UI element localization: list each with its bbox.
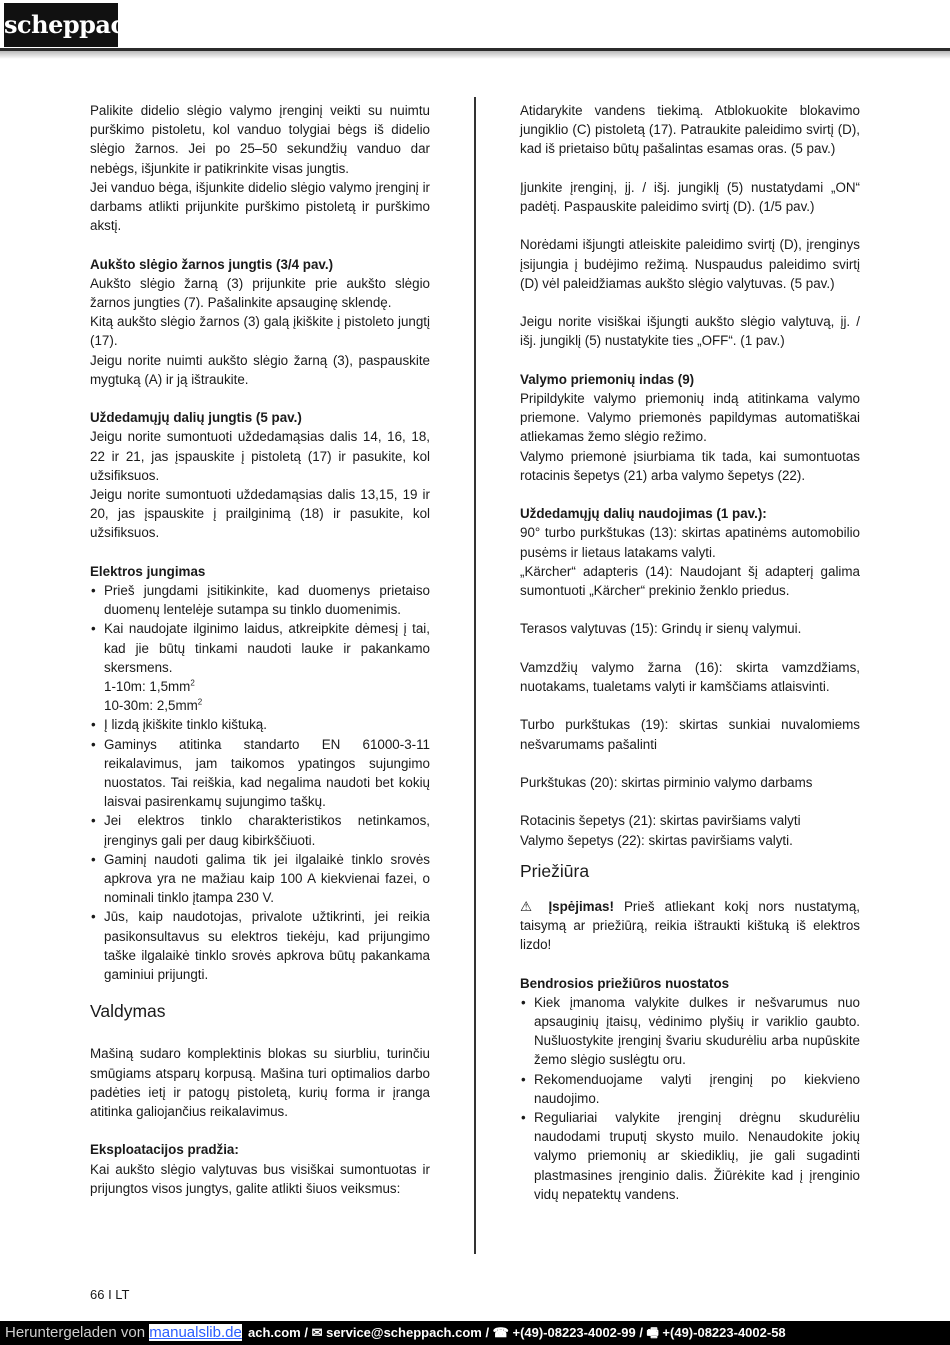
footer-bar <box>0 1321 950 1345</box>
section-heading-start: Eksploatacijos pradžia: <box>90 1142 239 1158</box>
section-heading-general: Bendrosios priežiūros nuostatos <box>520 975 730 991</box>
scheppach-logo: scheppach <box>4 3 118 47</box>
section-heading-use: Uždedamųjų dalių naudojimas (1 pav.): <box>520 506 767 522</box>
warning-icon: ⚠ <box>520 898 539 914</box>
column-divider <box>474 97 476 1254</box>
left-column <box>90 101 430 1198</box>
list-item: • Reguliariai valykite įrenginį drėgnu skudurėliu naudodami truputį skysto muilo. Nenaudokite jokių valymo priemonių ar skiediklių, jie gali sugadinti plastmasines įrenginio dalis. Žiūrėkite kad į įrenginio vidų nepatektų vandens. <box>520 1108 860 1204</box>
paragraph: Vamzdžių valymo žarna (16): skirta vamzdžiams, nuotakams, tualetams valyti ir kamščiams atlaisvinti. <box>520 659 860 694</box>
paragraph: Mašiną sudaro komplektinis blokas su siurbliu, turinčiu smūgiams atsparų korpusą. Mašina turi optimalios darbo padėties ietį ir patogų pistoletą, kurių forma ir įranga atitinka galiojančius reikalavimus. <box>90 1046 430 1119</box>
cable-spec-1: 1-10m: $1,5mm^2$ <box>104 678 195 695</box>
list-item: • Rekomenduojame valyti įrenginį po kiekvieno naudojimo. <box>520 1070 860 1108</box>
list-item: • Jei elektros tinklo charakteristikos netinkamos, įrenginys gali per daug kibirkščiuoti. <box>90 811 430 849</box>
list-item: • Jūs, kaip naudotojas, privalote užtikrinti, jei reikia pasikonsultavus su elektros tiekėju, kad prijungimo taške ilgalaikė tinklo srovės apkrova būtų pakankama gaminiui prijungti. <box>90 907 430 984</box>
section-heading-detergent: Valymo priemonių indas (9) <box>520 371 695 387</box>
list-item <box>90 619 430 715</box>
list-item: • Gaminį naudoti galima tik jei ilgalaikė tinklo srovės apkrova yra ne mažiau kaip 100 A kiekvienai fazei, o nominali tinklo įtampa 230 V. <box>90 850 430 908</box>
paragraph: Turbo purkštukas (19): skirtas sunkiai nuvalomiems nešvarumams pašalinti <box>520 717 860 752</box>
section-title-valdymas: Valdymas <box>90 1001 166 1022</box>
paragraph: Purkštukas (20): skirtas pirminio valymo darbams <box>520 774 813 790</box>
list-item: • Gaminys atitinka standarto EN 61000-3-11 reikalavimus, jam taikomos ypatingos sujungimo nuostatos. Tai reiškia, kad negalima naudoti bet kokių laisvai pasirenkamų sujungimo taškų. <box>90 735 430 812</box>
paragraph: Jeigu norite nuimti aukšto slėgio žarną (3), paspauskite mygtuką (A) ir ją ištraukite. <box>90 352 430 387</box>
paragraph: Jeigu norite sumontuoti uždedamąsias dalis 14, 16, 18, 22 ir 21, jas įspauskite į pistoletą (17) ir pasukite, kol užsifiksuos. <box>90 429 430 483</box>
maintenance-list <box>520 993 860 1204</box>
paragraph: Palikite didelio slėgio valymo įrenginį veikti su nuimtu purškimo pistoletu, kol vanduo tolygiai bėgs iš didelio slėgio žarnos. Jei po 25–50 sekundžių vanduo dar nebėgs, išjunkite ir patikrinkite visas jungtis. <box>90 103 430 176</box>
paragraph: Jei vanduo bėga, išjunkite didelio slėgio valymo įrenginį ir darbams atlikti prijunkite purškimo pistoletą ir purškimo akstį. <box>90 179 430 234</box>
paragraph: 90° turbo purkštukas (13): skirtas apatinėms automobilio pusėms ir lietaus latakams valyti. <box>520 525 860 560</box>
paragraph: Pripildykite valymo priemonių indą atitinkama valymo priemone. Valymo priemonės papildymas automatiškai atliekamas žemo slėgio režimo. <box>520 390 860 445</box>
paragraph: Atidarykite vandens tiekimą. Atblokuokite blokavimo jungiklio (C) pistoletą (17). Patraukite paleidimo svirtį (D), kad iš prietaiso būtų pašalintas esamas oras. (5 pav.) <box>520 103 860 157</box>
warning-paragraph <box>520 897 860 955</box>
paragraph: „Kärcher“ adapteris (14): Naudojant šį adapterį galima sumontuoti „Kärcher“ prekinio ženklo priedus. <box>520 563 860 598</box>
paragraph: Įjunkite įrenginį, įj. / išj. jungiklį (5) nustatydami „ON“ padėtį. Paspauskite paleidimo svirtį (D). (1/5 pav.) <box>520 179 860 214</box>
list-item: • Kiek įmanoma valykite dulkes ir nešvarumus nuo apsauginių įtaisų, vėdinimo plyšių ir variklio gaubto. Nušluostykite įrenginį švariu skudurėliu arba nupūskite žemo slėgio suslėgtu oru. <box>520 993 860 1070</box>
right-column <box>520 101 860 1204</box>
section-heading-attachments: Uždedamųjų dalių jungtis (5 pav.) <box>90 410 302 426</box>
section-heading-electrical: Elektros jungimas <box>90 563 206 579</box>
list-item-text: • Kai naudojate ilginimo laidus, atkreipkite dėmesį į tai, kad jie būtų tinkami naudoti lauke ir pakankamo skersmens. <box>104 621 430 675</box>
warning-label: Įspėjimas! <box>548 898 614 914</box>
paragraph: Kitą aukšto slėgio žarnos (3) galą įkiškite į pistoleto jungtį (17). <box>90 314 430 349</box>
paragraph: Aukšto slėgio žarną (3) prijunkite prie aukšto slėgio žarnos jungties (7). Pašalinkite apsauginę sklendę. <box>90 275 430 311</box>
paragraph: Terasos valytuvas (15): Grindų ir sienų valymui. <box>520 621 802 637</box>
paragraph: Kai aukšto slėgio valytuvas bus visiškai sumontuotas ir prijungtos visos jungtys, galite atlikti šiuos veiksmus: <box>90 1161 430 1196</box>
paragraph: Jeigu norite sumontuoti uždedamąsias dalis 13,15, 19 ir 20, jas įspauskite į prailginimą (18) ir pasukite, kol užsifiksuos. <box>90 487 430 541</box>
paragraph: Rotacinis šepetys (21): skirtas paviršiams valyti <box>520 813 801 829</box>
section-title-maintenance: Priežiūra <box>520 860 590 881</box>
section-heading-hose: Aukšto slėgio žarnos jungtis (3/4 pav.) <box>90 256 334 272</box>
page-number: 66 I LT <box>90 1287 130 1302</box>
list-item: • Prieš jungdami įsitikinkite, kad duomenys prietaiso duomenų lentelėje sutampa su tinklo duomenimis. <box>90 581 430 619</box>
download-note: Heruntergeladen von manualslib.de <box>5 1324 242 1341</box>
list-item: • Į lizdą įkiškite tinklo kištuką. <box>90 715 430 734</box>
electrical-list <box>90 581 430 984</box>
manualslib-link[interactable]: manualslib.de <box>149 1324 242 1341</box>
cable-spec-2: 10-30m: $2,5mm^2$ <box>104 697 203 714</box>
paragraph: Valymo šepetys (22): skirtas paviršiams valyti. <box>520 832 793 848</box>
paragraph: Norėdami išjungti atleiskite paleidimo svirtį (D), įrenginys įsijungia į budėjimo režimą. Nuspaudus paleidimo svirtį (D) vėl paleidžiamas aukšto slėgio valytuvas. (5 pav.) <box>520 237 860 291</box>
warning-text: Prieš atliekant kokį nors nustatymą, taisymą ar priežiūrą, reikia ištraukti kištuką iš elektros lizdo! <box>520 898 860 953</box>
page-header <box>0 0 950 50</box>
paragraph: Jeigu norite visiškai išjungti aukšto slėgio valytuvą, įj. / išj. jungiklį (5) nustatykite ties „OFF“. (1 pav.) <box>520 314 860 349</box>
contact-info: ach.com / ✉ service@scheppach.com / ☎ +(49)-08223-4002-99 / 🖷 +(49)-08223-4002-58 <box>248 1325 786 1340</box>
header-shadow <box>0 51 950 59</box>
paragraph: Valymo priemonė įsiurbiama tik tada, kai sumontuotas rotacinis šepetys (21) arba valymo šepetys (22). <box>520 448 860 483</box>
